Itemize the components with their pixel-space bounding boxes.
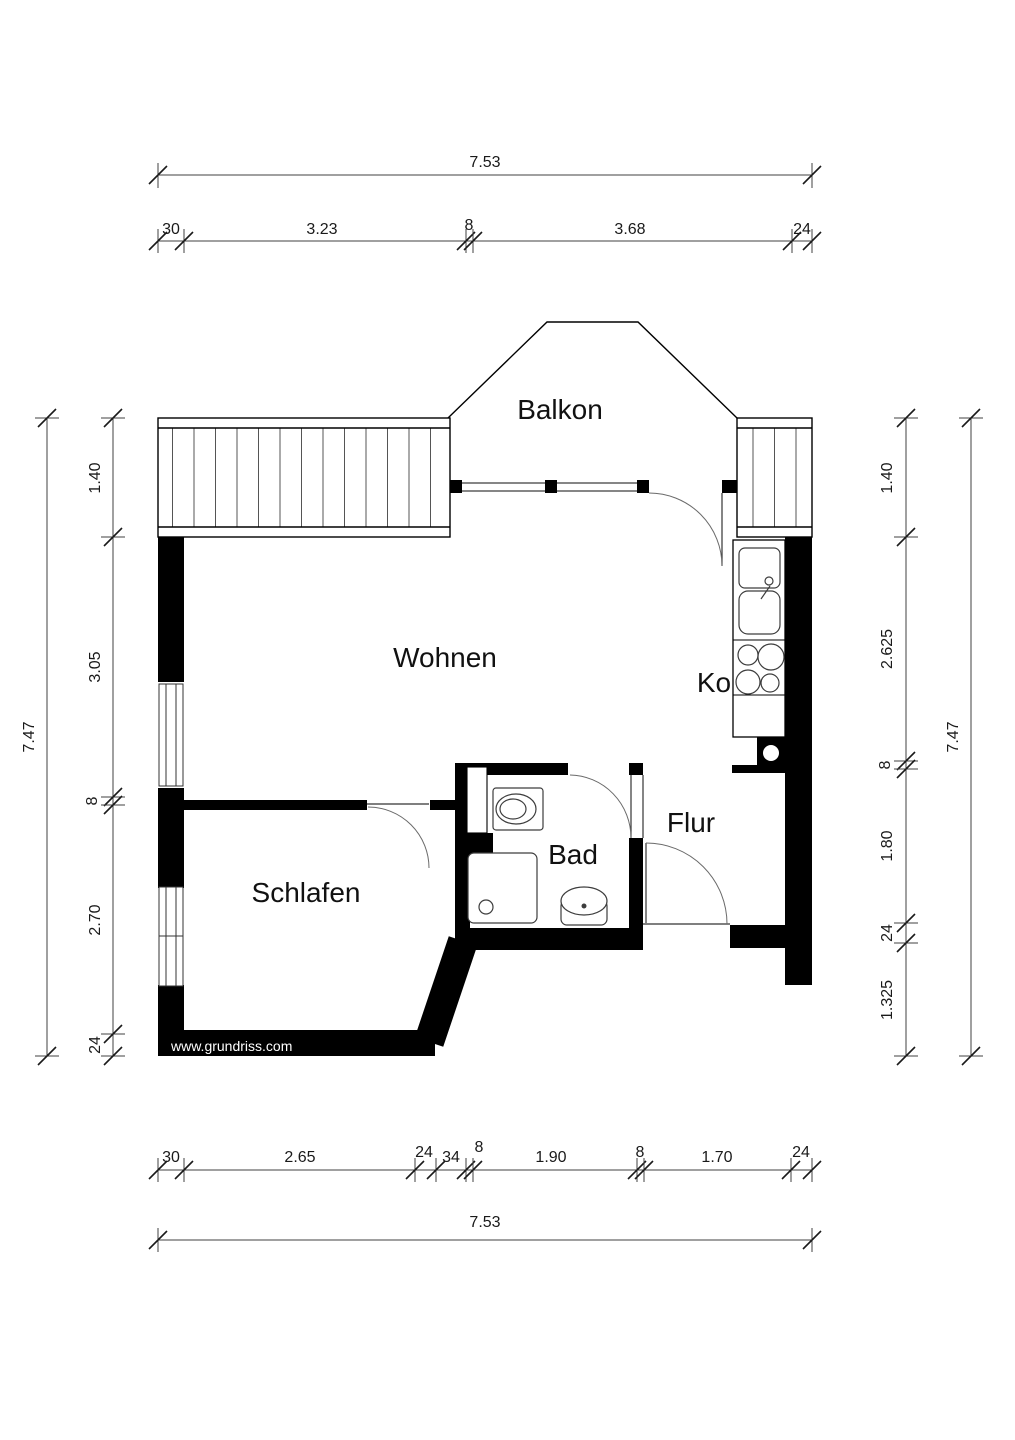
balcony-door <box>649 493 722 566</box>
window-living <box>159 684 183 786</box>
dim-label: 1.325 <box>879 979 896 1021</box>
wall-segment <box>629 763 643 775</box>
dimensions-bottom-overall <box>149 1214 821 1252</box>
kitchen-unit <box>733 540 785 737</box>
dim-label: 2.70 <box>87 904 104 936</box>
dim-label: 8 <box>877 760 894 770</box>
dimensions-top-chain <box>149 217 821 253</box>
room-label-wohnen: Wohnen <box>393 642 497 673</box>
wall-segment <box>730 925 785 948</box>
dim-label: 30 <box>162 221 180 238</box>
dim-label: 7.53 <box>469 1214 501 1231</box>
wall-segment <box>430 800 457 810</box>
room-label-balkon: Balkon <box>517 394 603 425</box>
dim-label: 2.625 <box>879 628 896 670</box>
dim-label: 8 <box>464 217 474 234</box>
window-bedroom <box>159 887 183 986</box>
dim-label: 3.68 <box>614 221 646 238</box>
bath-door <box>570 775 643 838</box>
dim-label: 30 <box>162 1149 180 1166</box>
dim-label: 24 <box>87 1036 104 1054</box>
wall-segment <box>455 928 643 950</box>
wall-chamfer <box>429 941 463 1042</box>
dim-label: 2.65 <box>284 1149 316 1166</box>
shower-icon <box>468 853 537 923</box>
dim-label: 8 <box>84 796 101 806</box>
room-label-flur: Flur <box>666 807 716 838</box>
dimensions-left-chain <box>84 409 125 1065</box>
dimensions-left-overall <box>21 409 59 1065</box>
sink-icon <box>739 548 780 634</box>
dim-label: 24 <box>792 1144 810 1161</box>
wall-segment <box>184 800 367 810</box>
dim-label: 3.05 <box>87 651 104 683</box>
dim-label: 1.80 <box>879 830 896 862</box>
balcony <box>158 322 812 566</box>
dim-label: 8 <box>474 1139 484 1156</box>
toilet-icon <box>493 788 543 830</box>
washbasin-icon <box>561 887 607 925</box>
wall-segment <box>455 833 493 855</box>
wall-segment <box>785 537 812 985</box>
dim-label: 24 <box>793 221 811 238</box>
dim-label: 1.90 <box>535 1149 567 1166</box>
entrance-door <box>643 843 730 924</box>
duct-block <box>757 737 785 773</box>
dim-label: 7.47 <box>945 721 962 753</box>
room-label-bad: Bad <box>548 839 598 870</box>
dim-label: 34 <box>442 1149 460 1166</box>
watermark-text: www.grundriss.com <box>171 1038 293 1054</box>
dim-label: 24 <box>415 1144 433 1161</box>
dim-label: 1.40 <box>87 462 104 494</box>
wall-segment <box>158 788 184 888</box>
room-label-ko: Ko <box>696 667 732 698</box>
dimensions-right-chain <box>877 409 918 1065</box>
dim-label: 1.40 <box>879 462 896 494</box>
wall-segment <box>629 838 643 930</box>
dim-label: 24 <box>879 924 896 942</box>
dim-label: 7.47 <box>21 721 38 753</box>
wall-segment <box>158 537 184 682</box>
dim-label: 3.23 <box>306 221 338 238</box>
dimensions-right-overall <box>945 409 983 1065</box>
shaft <box>467 767 487 833</box>
bedroom-door <box>367 804 429 868</box>
dim-label: 7.53 <box>469 154 501 171</box>
dim-label: 8 <box>635 1144 645 1161</box>
balcony-railing-left <box>158 418 450 537</box>
balcony-railing-right <box>737 418 812 537</box>
dimensions-bottom-chain <box>149 1139 821 1182</box>
balcony-window-wall <box>450 480 737 493</box>
dimensions-top-overall <box>149 154 821 188</box>
dim-label: 1.70 <box>701 1149 733 1166</box>
room-label-schlafen: Schlafen <box>251 877 361 908</box>
